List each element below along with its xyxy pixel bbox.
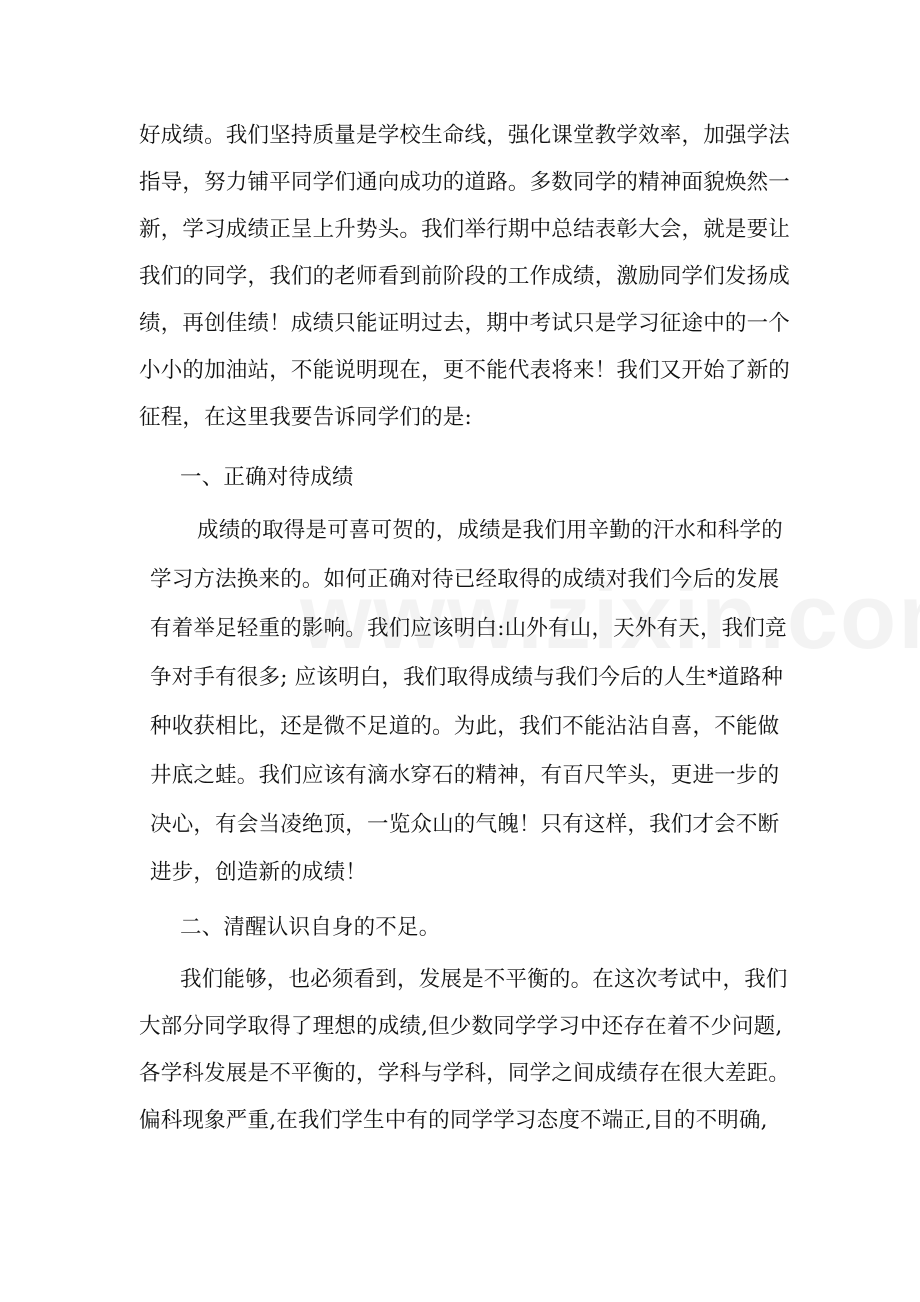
paragraph-1-line: 种收获相比，还是微不足道的。为此，我们不能沾沾自喜，不能做 xyxy=(150,714,780,739)
intro-line: 绩，再创佳绩！成绩只能证明过去，期中考试只是学习征途中的一个 xyxy=(139,311,791,336)
intro-line: 征程，在这里我要告诉同学们的是: xyxy=(139,405,472,430)
paragraph-2-line: 大部分同学取得了理想的成绩,但少数同学学习中还存在着不少问题, xyxy=(139,1014,783,1039)
intro-line: 小小的加油站，不能说明现在，更不能代表将来！我们又开始了新的 xyxy=(139,358,791,383)
intro-line: 好成绩。我们坚持质量是学校生命线，强化课堂教学效率，加强学法 xyxy=(139,123,791,148)
paragraph-1-line: 井底之蛙。我们应该有滴水穿石的精神，有百尺竿头，更进一步的 xyxy=(150,763,780,788)
intro-line: 新，学习成绩正呈上升势头。我们举行期中总结表彰大会，就是要让 xyxy=(139,217,791,242)
paragraph-1-line: 争对手有很多; 应该明白，我们取得成绩与我们今后的人生*道路种 xyxy=(150,665,784,690)
paragraph-2-line: 各学科发展是不平衡的，学科与学科，同学之间成绩存在很大差距。 xyxy=(139,1061,791,1086)
paragraph-2-line: 偏科现象严重,在我们学生中有的同学学习态度不端正,目的不明确, xyxy=(139,1108,768,1133)
paragraph-1-line: 进步，创造新的成绩！ xyxy=(150,860,368,885)
intro-line: 我们的同学，我们的老师看到前阶段的工作成绩，激励同学们发扬成 xyxy=(139,264,791,289)
section-heading-2: 二、清醒认识自身的不足。 xyxy=(180,915,441,940)
intro-line: 指导，努力铺平同学们通向成功的道路。多数同学的精神面貌焕然一 xyxy=(139,170,791,195)
paragraph-1-line: 成绩的取得是可喜可贺的，成绩是我们用辛勤的汗水和科学的 xyxy=(197,518,783,543)
section-heading-1: 一、正确对待成绩 xyxy=(180,465,354,490)
paragraph-1-line: 学习方法换来的。如何正确对待已经取得的成绩对我们今后的发展 xyxy=(150,567,780,592)
paragraph-1-line: 决心，有会当凌绝顶，一览众山的气魄！只有这样，我们才会不断 xyxy=(150,812,780,837)
paragraph-1-line: 有着举足轻重的影响。我们应该明白:山外有山，天外有天，我们竞 xyxy=(150,616,787,641)
paragraph-2-line: 我们能够，也必须看到，发展是不平衡的。在这次考试中，我们 xyxy=(180,967,788,992)
